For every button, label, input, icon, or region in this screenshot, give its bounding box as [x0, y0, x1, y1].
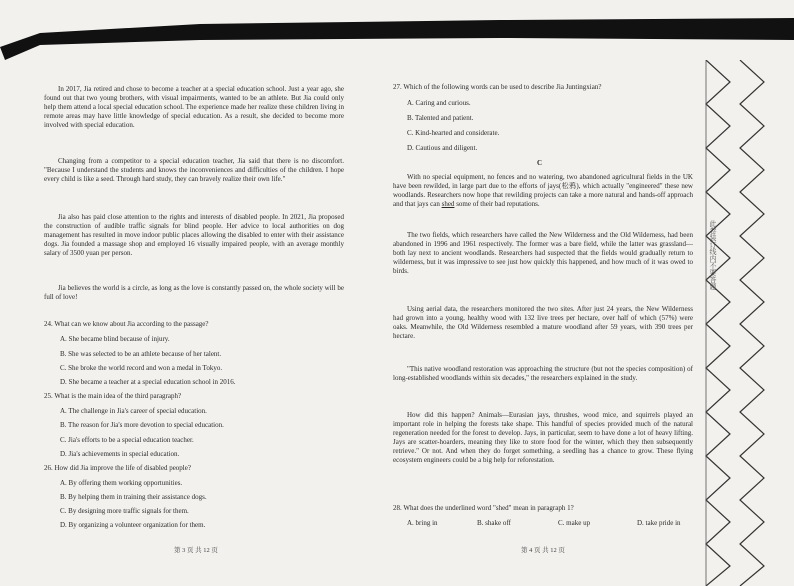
paragraph: In 2017, Jia retired and chose to become a teacher at a special education school. Just a year ago, she found out that two young brothers, with visual impairments, wanted to be an athlete. But Jia could only help them attend a local special education school. The experience made her realize these children living in remote areas may have little knowledge of special education. As a result, she decided to become more involved with special education.	[44, 85, 344, 129]
option[interactable]: D. By organizing a volunteer organization for them.	[60, 521, 206, 529]
paragraph: Jia believes the world is a circle, as long as the love is constantly passed on, the whole society will be full of love!	[44, 284, 344, 301]
binding-margin-chevrons	[700, 60, 794, 586]
paragraph	[393, 173, 693, 209]
question-24: 24. What can we know about Jia according to the passage?	[44, 320, 209, 328]
paragraph: Jia also has paid close attention to the rights and interests of disabled people. In 2021, Jia proposed the construction of audible traffic signals for blind people. Her advice to local authorities on dog management has resulted in move indoor public places allowing the disabled to enter with their assistance dogs. Jia founded a massage shop and employed 16 visually impaired people, with an average monthly salary of 3500 yuan per person.	[44, 213, 344, 257]
page-number: 第 3 页 共 12 页	[174, 547, 218, 554]
question-26: 26. How did Jia improve the life of disabled people?	[44, 464, 191, 472]
option[interactable]: D. take pride in	[637, 519, 681, 527]
option[interactable]: D. Cautious and diligent.	[407, 144, 478, 152]
option[interactable]: C. Kind-hearted and considerate.	[407, 129, 500, 137]
option[interactable]: A. Caring and curious.	[407, 99, 471, 107]
option[interactable]: C. By designing more traffic signals for them.	[60, 507, 189, 515]
question-25: 25. What is the main idea of the third paragraph?	[44, 392, 182, 400]
question-27: 27. Which of the following words can be used to describe Jia Juntingxian?	[393, 83, 602, 91]
underlined-word: shed	[441, 200, 455, 208]
option[interactable]: A. By offering them working opportunities.	[60, 479, 183, 487]
option[interactable]: D. Jia's achievements in special education.	[60, 450, 180, 458]
option[interactable]: C. Jia's efforts to be a special education teacher.	[60, 436, 194, 444]
page-number: 第 4 页 共 12 页	[521, 547, 565, 554]
paragraph: Using aerial data, the researchers monitored the two sites. After just 24 years, the New Wilderness had grown into a young, healthy wood with 132 live trees per hectare, over half of which (57%) were oaks. Meanwhile, the Old Wilderness resembled a mature woodland after 59 years, with 390 trees per hectare.	[393, 305, 693, 340]
option[interactable]: A. She became blind because of injury.	[60, 335, 170, 343]
option[interactable]: A. The challenge in Jia's career of special education.	[60, 407, 207, 415]
option[interactable]: B. She was selected to be an athlete because of her talent.	[60, 350, 222, 358]
paragraph: "This native woodland restoration was approaching the structure (but not the species composition) of long-established woodlands within six decades," the researchers explained in the study.	[393, 365, 693, 382]
option[interactable]: B. Talented and patient.	[407, 114, 474, 122]
option[interactable]: A. bring in	[407, 519, 438, 527]
paragraph-text: some of their bad reputations.	[454, 200, 540, 208]
option[interactable]: C. She broke the world record and won a medal in Tokyo.	[60, 364, 223, 372]
option[interactable]: D. She became a teacher at a special education school in 2016.	[60, 378, 236, 386]
option[interactable]: B. shake off	[477, 519, 511, 527]
section-heading: C	[537, 159, 543, 167]
option[interactable]: B. The reason for Jia's more devotion to special education.	[60, 421, 224, 429]
option[interactable]: B. By helping them in training their assistance dogs.	[60, 493, 207, 501]
paragraph: The two fields, which researchers have called the New Wilderness and the Old Wilderness, had been abandoned in 1996 and 1961 respectively. The former was a bare field, while the latter was grassland— both lay next to ancient woodlands. Researchers had suspected that the fields would gradually return to wilderness, but it was impressive to see just how quickly this happened, and how much of it was owed to birds.	[393, 231, 693, 275]
option[interactable]: C. make up	[558, 519, 591, 527]
paragraph: How did this happen? Animals—Eurasian jays, thrushes, wood mice, and squirrels played an important role in helping the forests take shape. This handful of species provided much of the natural regeneration needed for the forest to develop. Jays, in particular, seem to have done a lot of heavy lifting. Jays are scatter-hoarders, meaning they like to store food for the winter, which they then subsequently retrieve." Or not. And when they do forget something, a seedling has a chance to grow. These flying ecosystem engineers could be a big help for reforestation.	[393, 411, 693, 464]
binding-margin-text: 此卷装订线内不要答题	[709, 220, 717, 290]
paragraph-text: With no special equipment, no fences and no watering, two abandoned agricultural fields in the UK have been rewilded, in large part due to the efforts of jays(松鸦), which actually "engineered" these new woodlands. Researchers now hope that rewilding projects can take a more natural and hands-off approach and that jays can	[393, 173, 693, 208]
top-black-band	[0, 0, 794, 60]
paragraph: Changing from a competitor to a special education teacher, Jia said that there is no discomfort. "Because I understand the students and knows the inconveniences and difficulties of the children. I hope every child is like a seed. Through hard study, they can bravely realize their own life."	[44, 157, 344, 183]
question-28: 28. What does the underlined word "shed" mean in paragraph 1?	[393, 504, 574, 512]
